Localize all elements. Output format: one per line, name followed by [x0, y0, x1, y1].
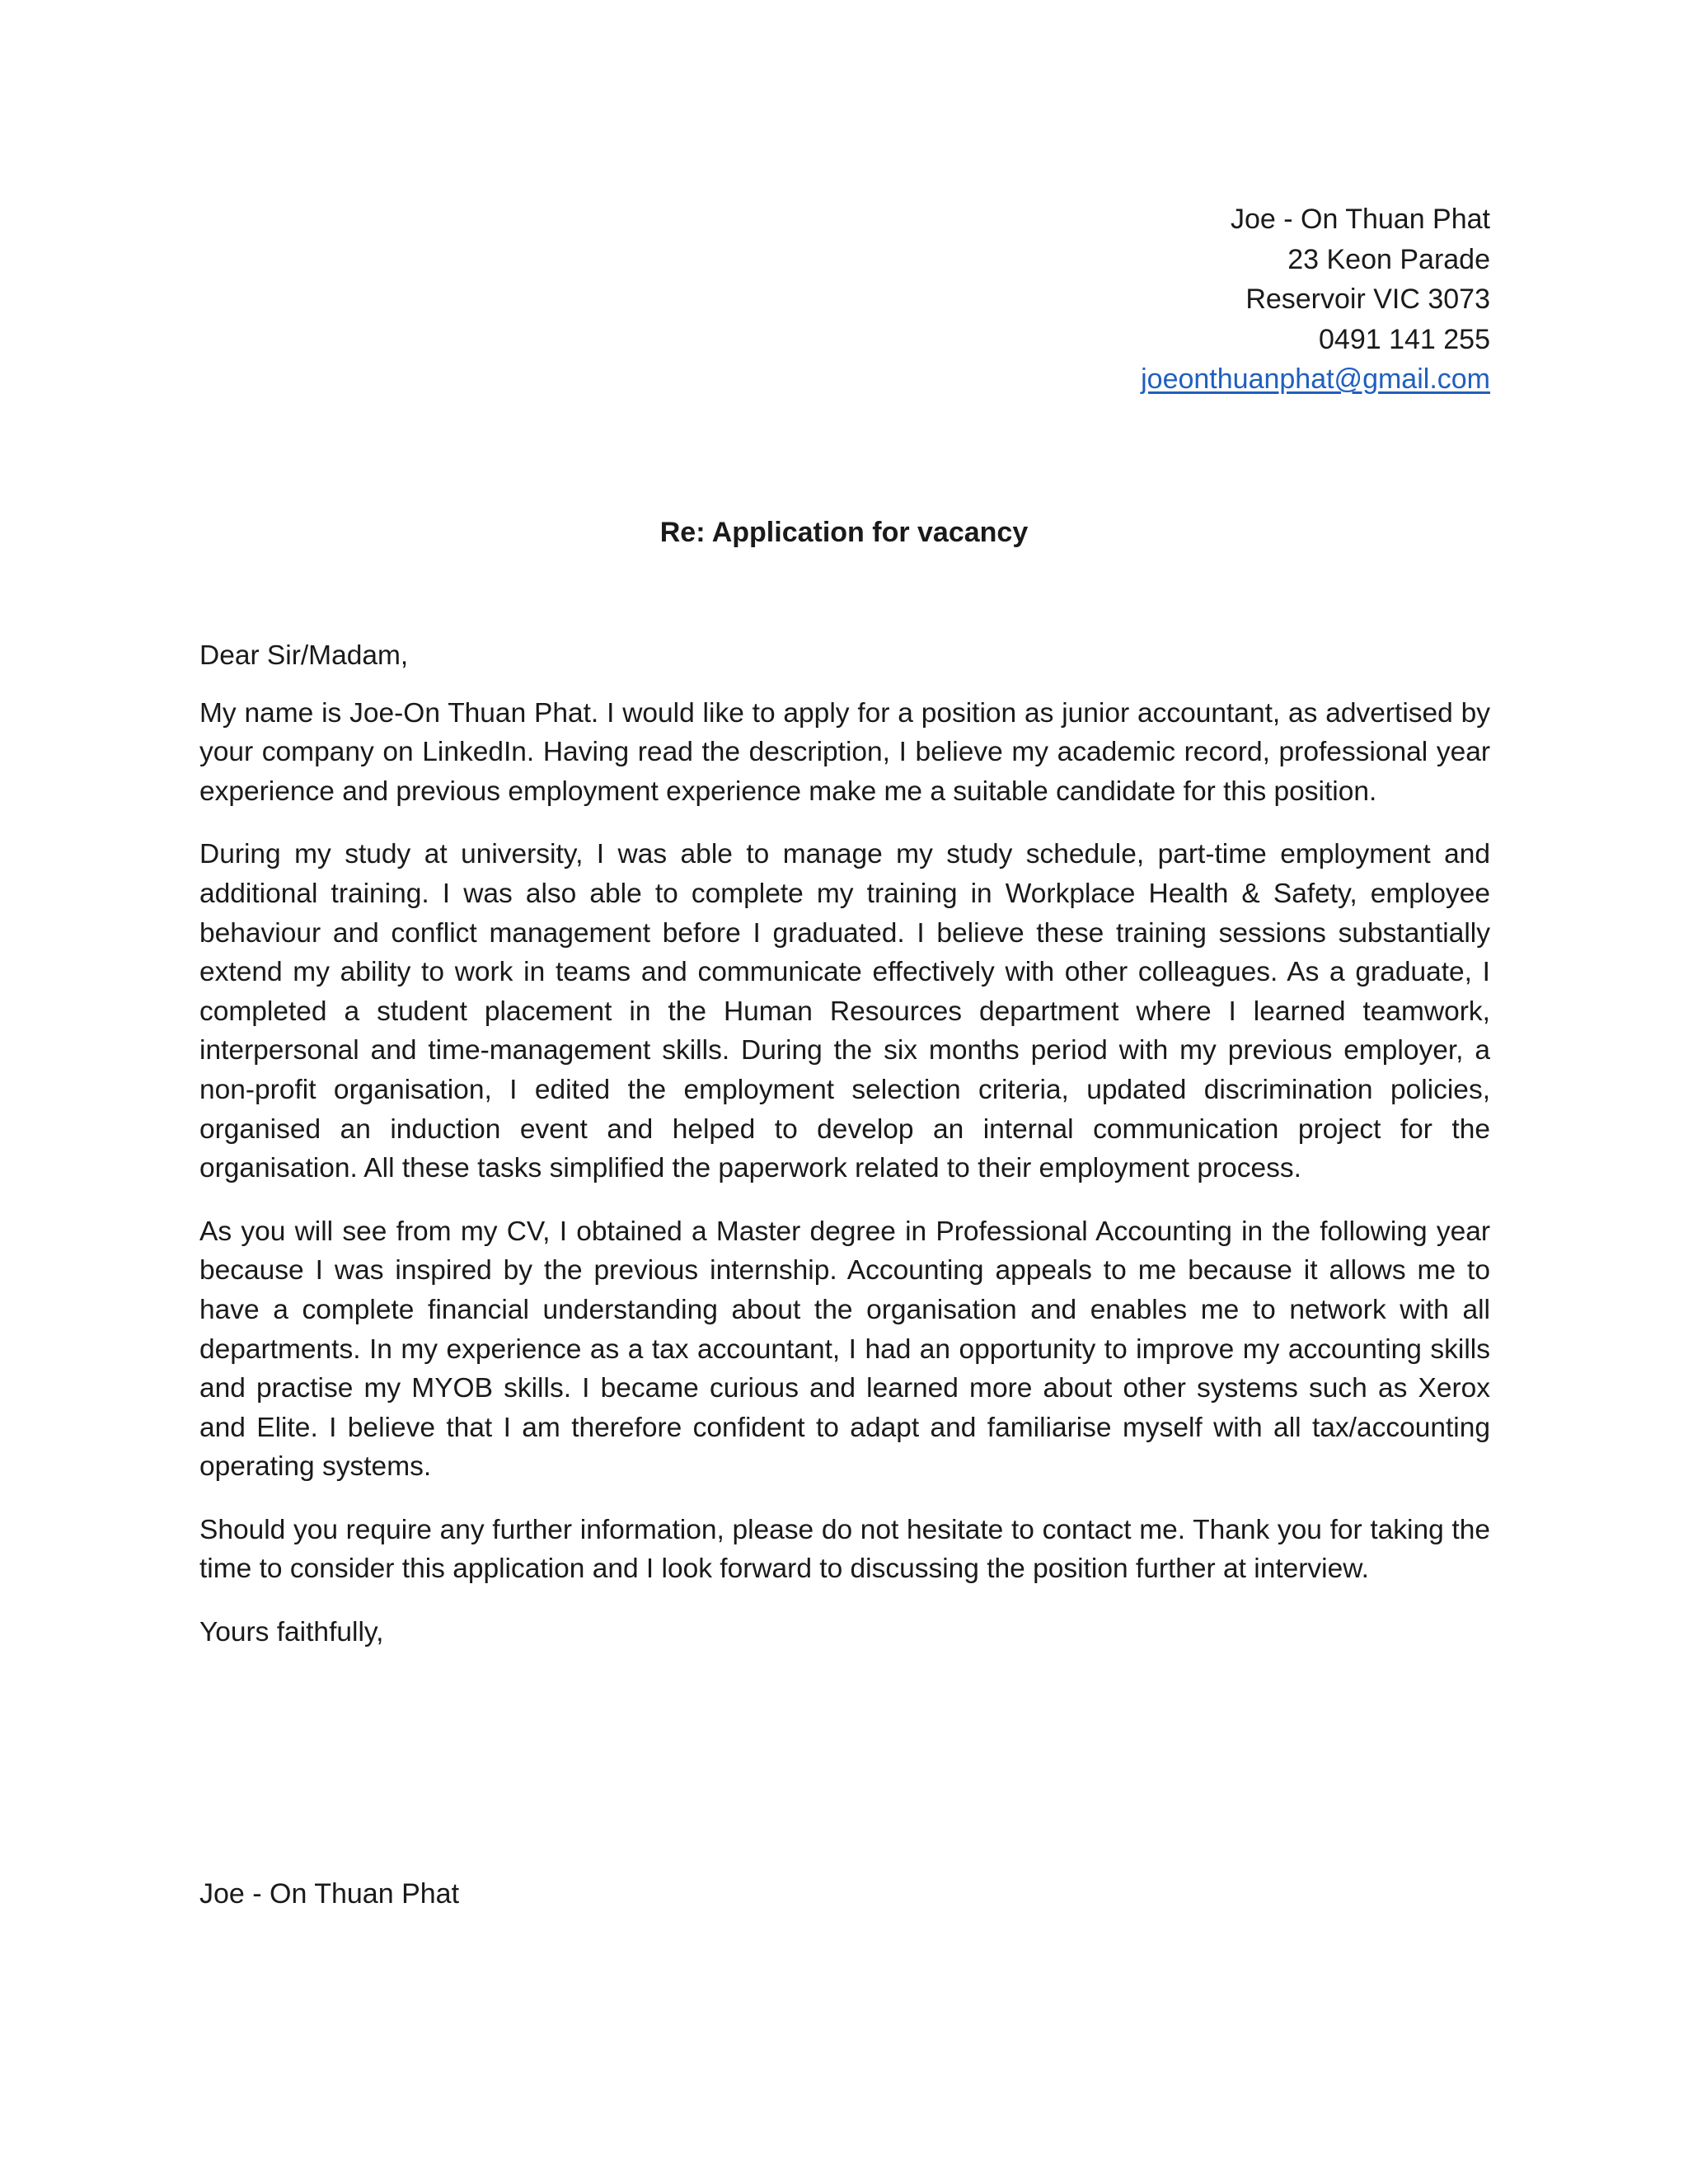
sender-street: 23 Keon Parade [1287, 243, 1490, 275]
sender-email-link[interactable]: joeonthuanphat@gmail.com [1141, 363, 1490, 395]
paragraph-closing-request: Should you require any further information, please do not hesitate to contact me. Thank you for taking the time to consider this application and I look forward to discussing the position further at interview. [199, 1514, 1490, 1585]
signature-name: Joe - On Thuan Phat [199, 1878, 460, 1910]
paragraph-accounting: As you will see from my CV, I obtained a Master degree in Professional Accounting in the following year because I was inspired by the previous internship. Accounting appeals to me because it allows me to have a complete financial understanding about the organisation and enables me to network with all departments. In my experience as a tax accountant, I had an opportunity to improve my accounting skills and practise my MYOB skills. I became curious and learned more about other systems such as Xerox and Elite. I believe that I am therefore confident to adapt and familiarise myself with all tax/accounting operating systems. [199, 1216, 1490, 1483]
paragraph-intro: My name is Joe-On Thuan Phat. I would like to apply for a position as junior accountant, as advertised by your company on LinkedIn. Having read the description, I believe my academic record, professional year experience and previous employment experience make me a suitable candidate for this position. [199, 697, 1490, 807]
sender-address-block [831, 199, 1490, 400]
sender-phone: 0491 141 255 [1319, 323, 1490, 355]
salutation: Dear Sir/Madam, [199, 640, 409, 671]
closing-phrase: Yours faithfully, [199, 1617, 384, 1648]
sender-suburb: Reservoir VIC 3073 [1245, 284, 1490, 315]
subject-line: Re: Application for vacancy [659, 517, 1029, 548]
sender-name: Joe - On Thuan Phat [1230, 204, 1490, 235]
letter-body [199, 636, 1490, 1676]
paragraph-study: During my study at university, I was able to manage my study schedule, part-time employment and additional training. I was also able to complete my training in Workplace Health & Safety, employee behaviour and conflict management before I graduated. I believe these training sessions substantially extend my ability to work in teams and communicate effectively with other colleagues. As a graduate, I completed a student placement in the Human Resources department where I learned teamwork, interpersonal and time-management skills. During the six months period with my previous employer, a non-profit organisation, I edited the employment selection criteria, updated discrimination policies, organised an induction event and helped to develop an internal communication project for the organisation. All these tasks simplified the paperwork related to their employment process. [199, 839, 1490, 1184]
